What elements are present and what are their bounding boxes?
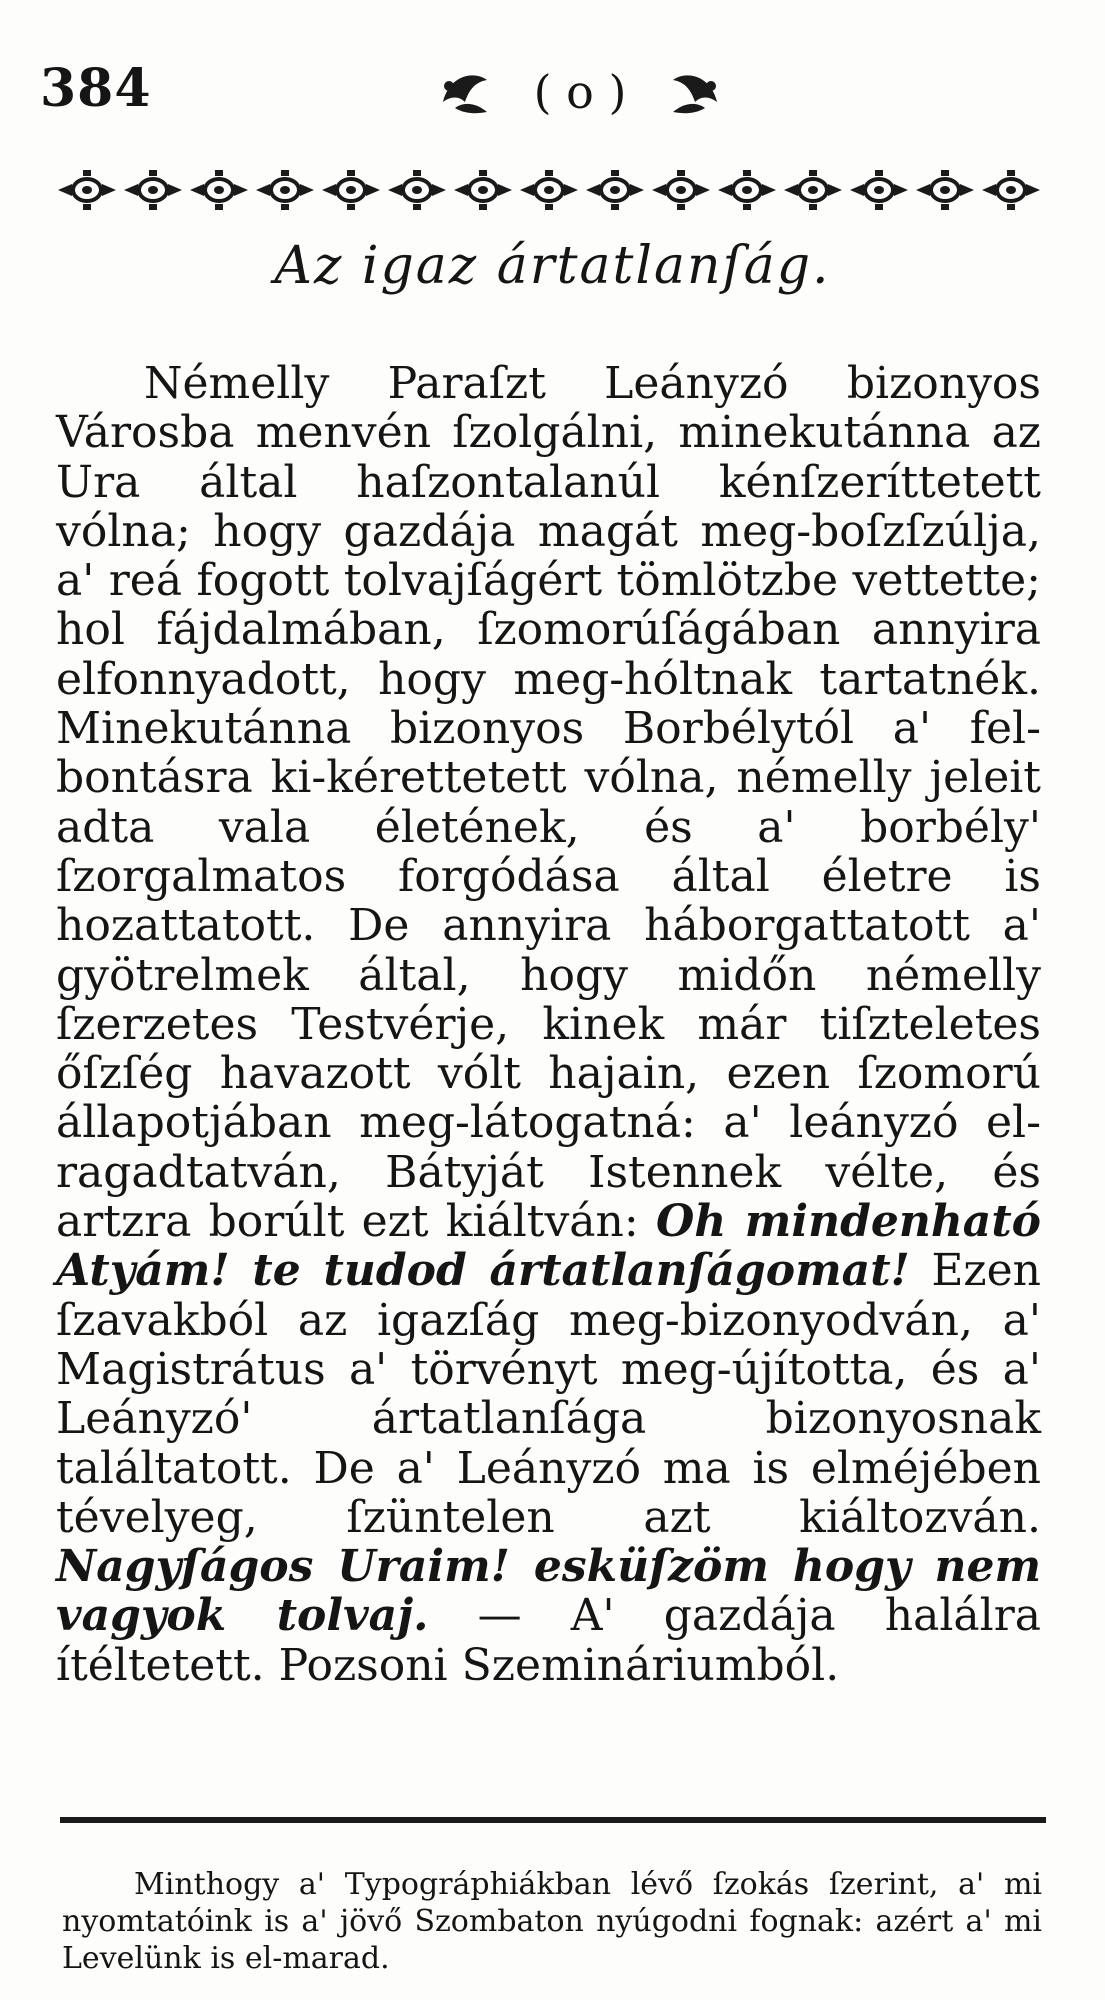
quote-text: Oh mindenható Atyám! te tudod ártatlanſágomat! xyxy=(56,1196,1041,1297)
article-body xyxy=(56,359,1041,1690)
leaf-ornament-icon xyxy=(435,62,495,122)
body-text-part: Ezen ſzavakból az igazſág meg-bizonyodván, a' Magistrátus a' törvényt meg-újította, és a' Leányzó' ártatlanſága bizonyosnak találtatott. De a' Leányzó ma is elméjében tévelyeg, ſzüntelen azt kiáltozván. xyxy=(56,1245,1041,1543)
fleuron-border-icon xyxy=(54,168,1044,212)
footnote: Minthogy a' Typográphiákban lévő ſzokás ſzerint, a' mi nyomtatóink is a' jövő Szombaton nyúgodni fognak: azért a' mi Levelünk is el-marad. xyxy=(62,1867,1042,1976)
page-number: 384 xyxy=(40,58,152,119)
article-source: Pozsoni Szemináriumból. xyxy=(278,1639,840,1691)
body-text-part: — A' gazdája halálra ítéltetett. xyxy=(56,1590,1041,1691)
body-text-part: Némelly Paraſzt Leányzó bizonyos Városba menvén ſzolgálni, minekutánna az Ura által haſzontalanúl kénſzeríttetett vólna; hogy gazdája magát meg-boſzſzúlja, a' reá fogott tolvajſágért tömlötzbe vettette; hol fájdalmában, ſzomorúſágában annyira elfonnyadott, hogy meg-hóltnak tartatnék. Minekutánna bizonyos Borbélytól a' fel-bontásra ki-kérettetett vólna, némelly jeleit adta vala életének, és a' borbély' ſzorgalmatos forgódása által életre is hozattatott. De annyira háborgattatott a' gyötrelmek által, hogy midőn némelly ſzerzetes Testvérje, kinek már tiſzteletes őſzſég havazott vólt hajain, ezen ſzomorú állapotjában meg-látogatná: a' leányzó el-ragadtatván, Bátyját Istennek vélte, és artzra borúlt ezt kiáltván: xyxy=(56,358,1041,1248)
divider-rule xyxy=(60,1817,1046,1823)
quote-text: Nagyſágos Uraim! esküſzöm hogy nem vagyok tolvaj. xyxy=(56,1541,1041,1642)
article-title: Az igaz ártatlanſág. xyxy=(274,236,831,296)
header-ornament-group xyxy=(380,58,780,122)
leaf-ornament-icon xyxy=(665,62,725,122)
header-mark: ( o ) xyxy=(533,64,627,119)
page-header xyxy=(40,58,1040,138)
